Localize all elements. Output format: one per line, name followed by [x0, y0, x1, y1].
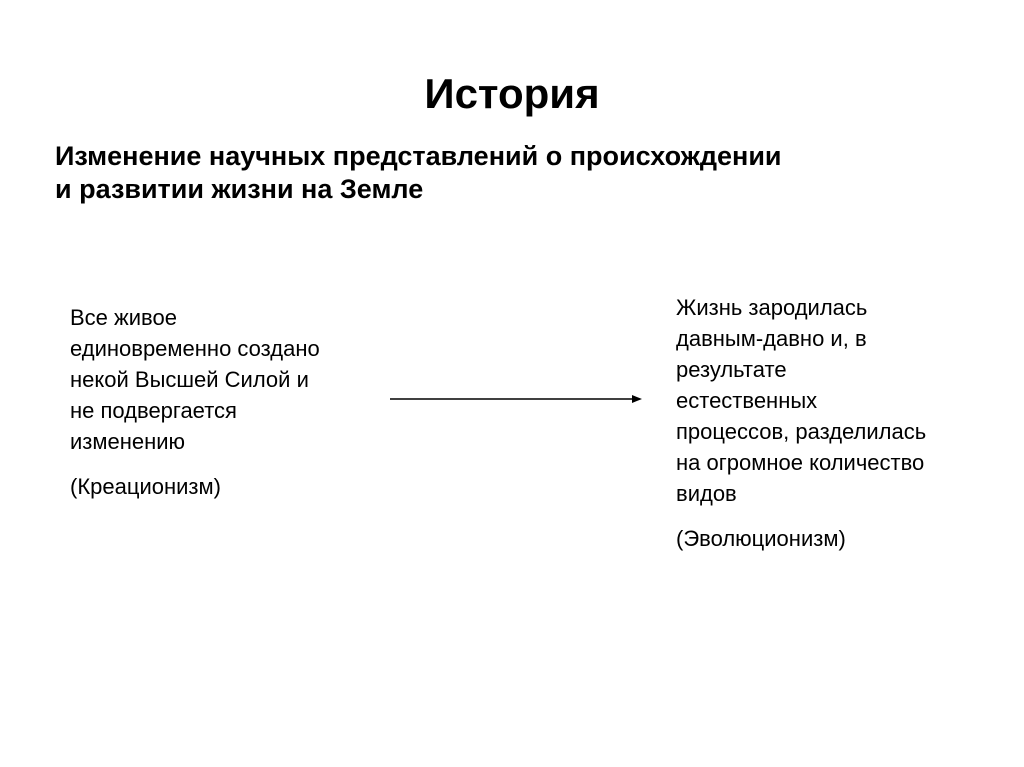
- text-line: естественных: [676, 388, 818, 413]
- text-line: некой Высшей Силой и: [70, 367, 309, 392]
- text-line: Жизнь зародилась: [676, 295, 868, 320]
- evolutionism-label: (Эволюционизм): [676, 526, 846, 551]
- slide-title: История: [424, 70, 600, 117]
- subtitle-line: и развитии жизни на Земле: [55, 174, 424, 204]
- text-line: давным-давно и, в: [676, 326, 867, 351]
- subtitle-line: Изменение научных представлений о происхождении: [55, 141, 782, 171]
- slide-subtitle: [55, 140, 782, 206]
- creationism-label: (Креационизм): [70, 474, 221, 499]
- text-line: видов: [676, 481, 737, 506]
- evolutionism-block: [676, 292, 986, 554]
- text-line: не подвергается: [70, 398, 237, 423]
- text-line: единовременно создано: [70, 336, 320, 361]
- text-line: процессов, разделилась: [676, 419, 927, 444]
- arrow-right-icon: [388, 392, 644, 406]
- text-line: на огромное количество: [676, 450, 925, 475]
- text-line: изменению: [70, 429, 186, 454]
- text-line: Все живое: [70, 305, 177, 330]
- creationism-block: [70, 302, 380, 502]
- text-line: результате: [676, 357, 787, 382]
